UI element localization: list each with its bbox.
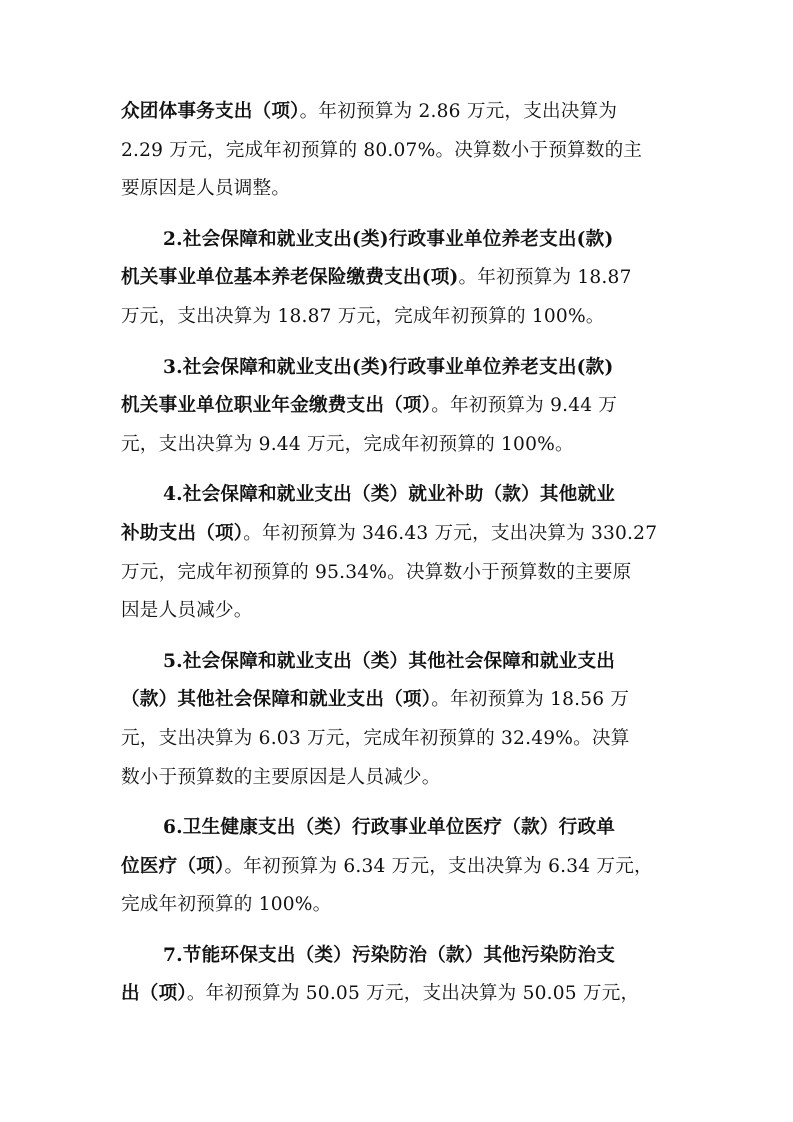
body-text: 。年初预算为 6.34 万元，支出决算为 6.34 万元，	[224, 855, 653, 877]
body-text: 。年初预算为 9.44 万	[431, 395, 618, 417]
paragraph-line	[121, 720, 681, 759]
paragraph-line	[121, 759, 681, 798]
paragraph-line	[121, 937, 681, 976]
paragraph-line	[121, 848, 681, 887]
paragraph-3	[121, 349, 681, 465]
body-text: 。年初预算为 50.05 万元，支出决算为 50.05 万元，	[186, 983, 640, 1005]
item-heading: （款）其他社会保障和就业支出（项）	[121, 689, 432, 711]
body-text: 万元，支出决算为 18.87 万元，完成年初预算的 100%。	[121, 305, 605, 327]
paragraph-line	[121, 975, 681, 1014]
body-text: 要原因是人员调整。	[121, 178, 291, 200]
paragraph-line	[121, 349, 681, 388]
paragraph-5	[121, 643, 681, 797]
paragraph-line	[121, 476, 681, 515]
paragraph-line	[121, 298, 681, 337]
paragraph-1	[121, 93, 681, 209]
item-heading: 位医疗（项）	[121, 855, 225, 877]
body-text: 。年初预算为 2.86 万元，支出决算为	[299, 101, 618, 122]
body-text: 。年初预算为 18.87	[458, 267, 632, 289]
document-page	[121, 93, 681, 1026]
paragraph-line	[121, 259, 681, 298]
item-heading: 出（项）	[121, 983, 187, 1005]
item-heading: 众团体事务支出（项）	[121, 101, 300, 122]
paragraph-line	[121, 554, 681, 593]
paragraph-line	[121, 93, 681, 132]
body-text: 元，支出决算为 9.44 万元，完成年初预算的 100%。	[121, 433, 574, 455]
item-heading: 机关事业单位职业年金缴费支出（项）	[121, 395, 432, 417]
body-text: 元，支出决算为 6.03 万元，完成年初预算的 32.49%。决算	[121, 727, 630, 749]
paragraph-line	[121, 809, 681, 848]
body-text: 完成年初预算的 100%。	[121, 894, 332, 916]
body-text: 因是人员减少。	[121, 600, 253, 622]
item-heading: 3.社会保障和就业支出(类)行政事业单位养老支出(款)	[163, 356, 614, 378]
paragraph-line	[121, 515, 681, 554]
body-text: 数小于预算数的主要原因是人员减少。	[121, 766, 441, 788]
paragraph-line	[121, 643, 681, 682]
item-heading: 6.卫生健康支出（类）行政事业单位医疗（款）行政单	[163, 817, 616, 839]
body-text: 万元，完成年初预算的 95.34%。决算数小于预算数的主要原	[121, 561, 632, 583]
paragraph-line	[121, 387, 681, 426]
body-text: 。年初预算为 346.43 万元，支出决算为 330.27	[243, 522, 658, 544]
paragraph-line	[121, 426, 681, 465]
item-heading: 2.社会保障和就业支出(类)行政事业单位养老支出(款)	[163, 228, 614, 250]
paragraph-line	[121, 592, 681, 631]
paragraph-line	[121, 132, 681, 171]
item-heading: 补助支出（项）	[121, 522, 244, 544]
item-heading: 5.社会保障和就业支出（类）其他社会保障和就业支出	[163, 650, 616, 672]
paragraph-line	[121, 221, 681, 260]
paragraph-4	[121, 476, 681, 630]
body-text: 2.29 万元，完成年初预算的 80.07%。决算数小于预算数的主	[121, 139, 643, 161]
paragraph-2	[121, 221, 681, 337]
item-heading: 4.社会保障和就业支出（类）就业补助（款）其他就业	[163, 484, 616, 506]
item-heading: 机关事业单位基本养老保险缴费支出(项)	[121, 267, 459, 289]
paragraph-line	[121, 170, 681, 209]
paragraph-7	[121, 937, 681, 1014]
paragraph-line	[121, 681, 681, 720]
paragraph-6	[121, 809, 681, 925]
paragraph-line	[121, 886, 681, 925]
body-text: 。年初预算为 18.56 万	[431, 689, 630, 711]
item-heading: 7.节能环保支出（类）污染防治（款）其他污染防治支	[163, 944, 616, 966]
